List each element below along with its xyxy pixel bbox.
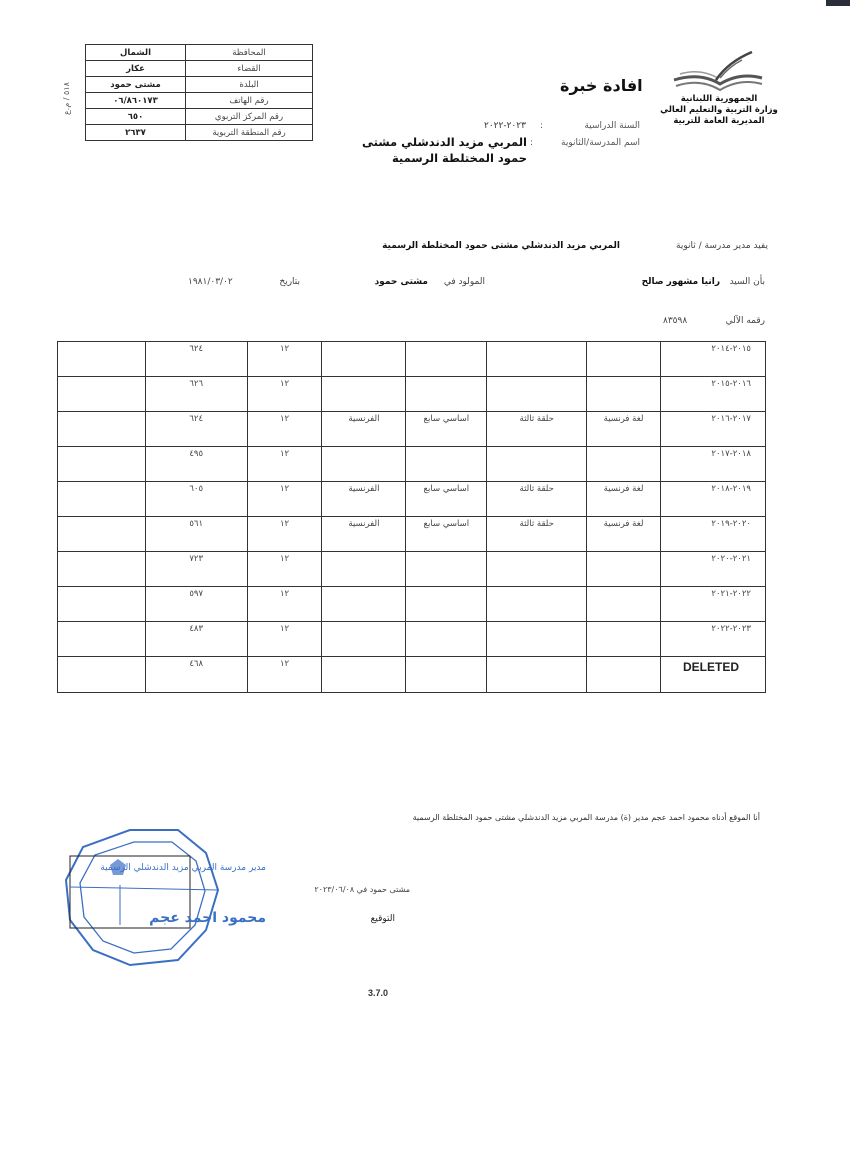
cell-cycle [487,552,587,587]
cell-year: ٢٠٢١-٢٠٢٠ [661,552,766,587]
school-info-table [85,44,313,141]
cell-days: ٤٩٥ [145,447,247,482]
cell-subject [587,342,661,377]
ministry-logo [660,50,778,127]
cell-hours: ١٢ [247,657,322,693]
id-label: رقمه الآلي [725,316,765,326]
cell-days: ٥٩٧ [145,587,247,622]
cell-language [322,657,406,693]
cell-hours: ١٢ [247,377,322,412]
cell-grade [406,552,487,587]
cell-language [322,587,406,622]
cell-subject [587,587,661,622]
cell-notes [58,622,146,657]
cell-hours: ١٢ [247,342,322,377]
cell-year: ٢٠١٦-٢٠١٥ [661,377,766,412]
experience-row [58,587,766,622]
experience-row [58,342,766,377]
cell-days: ٦٠٥ [145,482,247,517]
cell-cycle [487,342,587,377]
cell-grade: اساسي سابع [406,517,487,552]
cell-cycle: حلقة ثالثة [487,482,587,517]
cell-subject [587,447,661,482]
person-name: رانيا مشهور صالح [641,277,720,287]
cell-grade [406,342,487,377]
cell-cycle [487,447,587,482]
cell-year: ٢٠١٥-٢٠١٤ [661,342,766,377]
cell-hours: ١٢ [247,587,322,622]
experience-row [58,377,766,412]
born-label: المولود في [443,277,485,287]
cell-hours: ١٢ [247,447,322,482]
cell-hours: ١٢ [247,482,322,517]
info-label: رقم المركز التربوي [186,109,313,125]
cell-language: الفرنسية [322,412,406,447]
cell-days: ٦٢٤ [145,412,247,447]
experience-row [58,517,766,552]
cell-year: ٢٠١٧-٢٠١٦ [661,412,766,447]
cell-notes [58,587,146,622]
experience-table [57,341,766,693]
declaration-text: أنا الموقع أدناه محمود احمد عجم مدير (ة) مدرسة المربي مزيد الدندشلي مشتى حمود المختلطة الرسمية [412,813,760,822]
cell-notes [58,342,146,377]
cell-subject [587,552,661,587]
birth-date: ١٩٨١/٠٣/٠٢ [188,277,233,287]
cell-grade [406,587,487,622]
academic-year-value: ٢٠٢٣-٢٠٢٢ [484,121,526,131]
cell-notes [58,412,146,447]
cell-hours: ١٢ [247,622,322,657]
stamp-seal-icon [58,825,268,975]
school-separator: : [530,138,534,148]
intro-school-name: المربي مزيد الدندشلي مشتى حمود المختلطة الرسمية [382,241,620,251]
place-date: مشتى حمود في ٢٠٢٣/٠٦/٠٨ [314,885,410,894]
cell-days: ٥٦١ [145,517,247,552]
info-value: عكار [86,61,186,77]
academic-year-separator: : [540,121,544,131]
academic-year-label: السنة الدراسية [584,121,640,131]
id-value: ٨٣٥٩٨ [663,316,688,326]
school-label: اسم المدرسة/الثانوية [561,138,640,148]
info-row [86,125,313,141]
cell-language: الفرنسية [322,482,406,517]
experience-row [58,447,766,482]
cell-language: الفرنسية [322,517,406,552]
experience-row [58,622,766,657]
cell-cycle: حلقة ثالثة [487,517,587,552]
cell-hours: ١٢ [247,517,322,552]
info-row [86,109,313,125]
cell-hours: ١٢ [247,412,322,447]
info-label: القضاء [186,61,313,77]
cell-hours: ١٢ [247,552,322,587]
date-label: بتاريخ [279,277,300,287]
cell-year: ٢٠٢٣-٢٠٢٢ [661,622,766,657]
info-row [86,61,313,77]
cell-notes [58,657,146,693]
cell-days: ٦٢٤ [145,342,247,377]
experience-row [58,482,766,517]
info-row [86,45,313,61]
cell-grade: اساسي سابع [406,482,487,517]
cell-days: ٦٢٦ [145,377,247,412]
cell-subject: لغة فرنسية [587,412,661,447]
cell-subject [587,377,661,412]
cell-subject [587,657,661,693]
experience-row [58,552,766,587]
cell-language [322,447,406,482]
info-label: رقم المنطقة التربوية [186,125,313,141]
ministry-name: الجمهورية اللبنانية وزارة التربية والتعليم العالي المديرية العامة للتربية [660,94,778,126]
info-label: رقم الهاتف [186,93,313,109]
info-value: ٢٦٣٧ [86,125,186,141]
experience-row [58,657,766,693]
side-reference-code: ٥١٨ / م.ع [62,82,71,116]
cell-language [322,342,406,377]
cell-subject: لغة فرنسية [587,517,661,552]
info-row [86,93,313,109]
cell-notes [58,552,146,587]
cell-notes [58,482,146,517]
cell-language [322,552,406,587]
cell-cycle [487,622,587,657]
stamp-title: مدير مدرسة المربي مزيد الدندشلي الرسمية [100,863,266,873]
official-stamp [58,825,268,975]
experience-row [58,412,766,447]
cell-grade: اساسي سابع [406,412,487,447]
mr-label: بأن السيد [729,277,765,287]
version-number: 3.7.0 [368,988,389,998]
info-value: مشتى حمود [86,77,186,93]
info-label: المحافظة [186,45,313,61]
info-row [86,77,313,93]
cell-cycle [487,657,587,693]
cell-subject [587,622,661,657]
cell-language [322,377,406,412]
cell-notes [58,377,146,412]
info-value: ٦٥٠ [86,109,186,125]
cell-grade [406,622,487,657]
cell-notes [58,517,146,552]
cell-cycle [487,587,587,622]
cell-year: ٢٠٢٠-٢٠١٩ [661,517,766,552]
cell-subject: لغة فرنسية [587,482,661,517]
intro-label: يفيد مدير مدرسة / ثانوية [676,241,768,251]
cell-cycle [487,377,587,412]
info-value: الشمال [86,45,186,61]
cell-days: ٧٢٣ [145,552,247,587]
cell-grade [406,447,487,482]
cell-year: ٢٠٢٢-٢٠٢١ [661,587,766,622]
cell-language [322,622,406,657]
cell-cycle: حلقة ثالثة [487,412,587,447]
info-label: البلدة [186,77,313,93]
cell-year: DELETED [661,657,766,693]
info-value: ٠٦/٨٦٠١٧٣ [86,93,186,109]
scan-edge-marker [826,0,850,6]
cell-days: ٤٨٣ [145,622,247,657]
cell-year: ٢٠١٩-٢٠١٨ [661,482,766,517]
cell-grade [406,377,487,412]
open-book-icon [670,50,766,94]
cell-grade [406,657,487,693]
document-title: افادة خبرة [560,76,643,95]
cell-notes [58,447,146,482]
school-name: المربي مزيد الدندشلي مشتى حمود المختلطة الرسمية [362,135,527,165]
birth-place: مشتى حمود [374,277,428,287]
cell-days: ٤٦٨ [145,657,247,693]
signature-label: التوقيع [370,914,395,924]
cell-year: ٢٠١٨-٢٠١٧ [661,447,766,482]
stamp-principal-name: محمود احمد عجم [149,910,266,926]
